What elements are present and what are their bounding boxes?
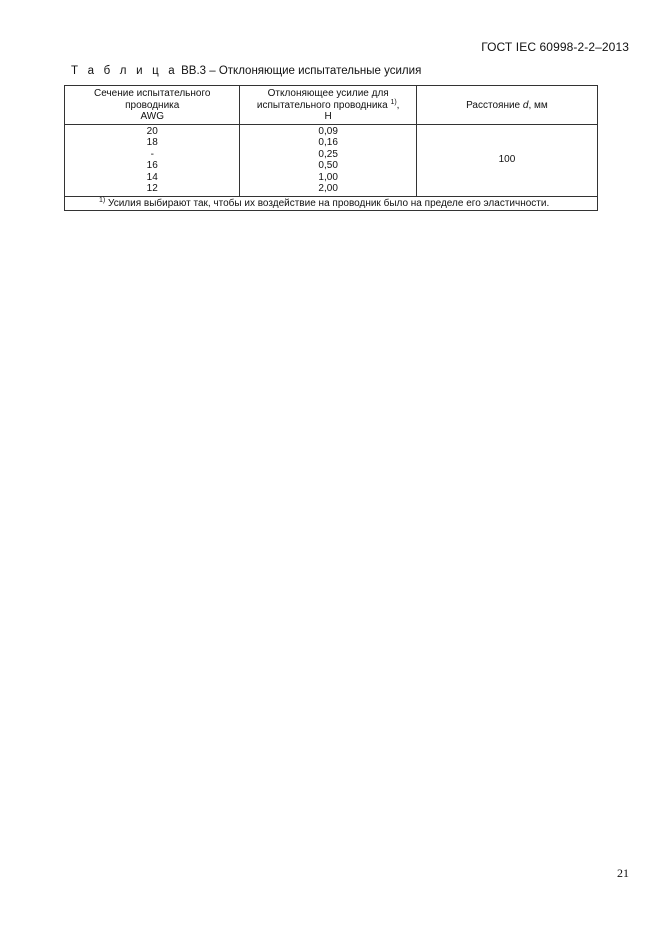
force-value: 2,00 [318, 183, 338, 194]
page-number: 21 [617, 866, 629, 880]
caption-prefix: Т а б л и ц а [71, 65, 178, 77]
table-footnote-row [65, 196, 598, 211]
force-value: 0,25 [318, 148, 338, 160]
header-deflection-force: Отклоняющее усилие для испытательного проводника $^{1)}$, Н [240, 86, 416, 125]
footnote-mark: 1) [99, 196, 106, 204]
force-value: 0,50 [318, 160, 338, 171]
force-value: 0,09 [318, 125, 338, 137]
awg-value: - [150, 148, 154, 160]
force-values-cell [240, 124, 416, 196]
awg-value: 18 [146, 137, 158, 148]
awg-value: 20 [146, 125, 158, 137]
table-header-row [65, 86, 598, 125]
table-caption [71, 65, 421, 77]
footnote-reference: 1) [390, 98, 397, 106]
awg-values-cell [65, 124, 240, 196]
table-footnote [65, 196, 598, 211]
header-conductor-section: Сечение испытательного проводника AWG [65, 86, 240, 125]
header-distance: Расстояние d, мм [416, 86, 597, 125]
force-value: 1,00 [318, 171, 338, 183]
document-standard-header: ГОСТ IEC 60998-2-2–2013 [481, 40, 629, 54]
caption-number: ВВ.3 [181, 65, 207, 77]
force-value: 0,16 [318, 137, 338, 148]
awg-value: 14 [146, 171, 158, 183]
footnote-text: Усилия выбирают так, чтобы их воздействие на проводник было на пределе его эластичности. [108, 197, 550, 209]
table-body-row [65, 124, 598, 196]
awg-value: 12 [146, 183, 158, 194]
distance-value: 100 [416, 124, 597, 196]
awg-value: 16 [146, 160, 158, 171]
caption-title: – Отклоняющие испытательные усилия [209, 65, 422, 77]
test-forces-table [64, 85, 598, 211]
